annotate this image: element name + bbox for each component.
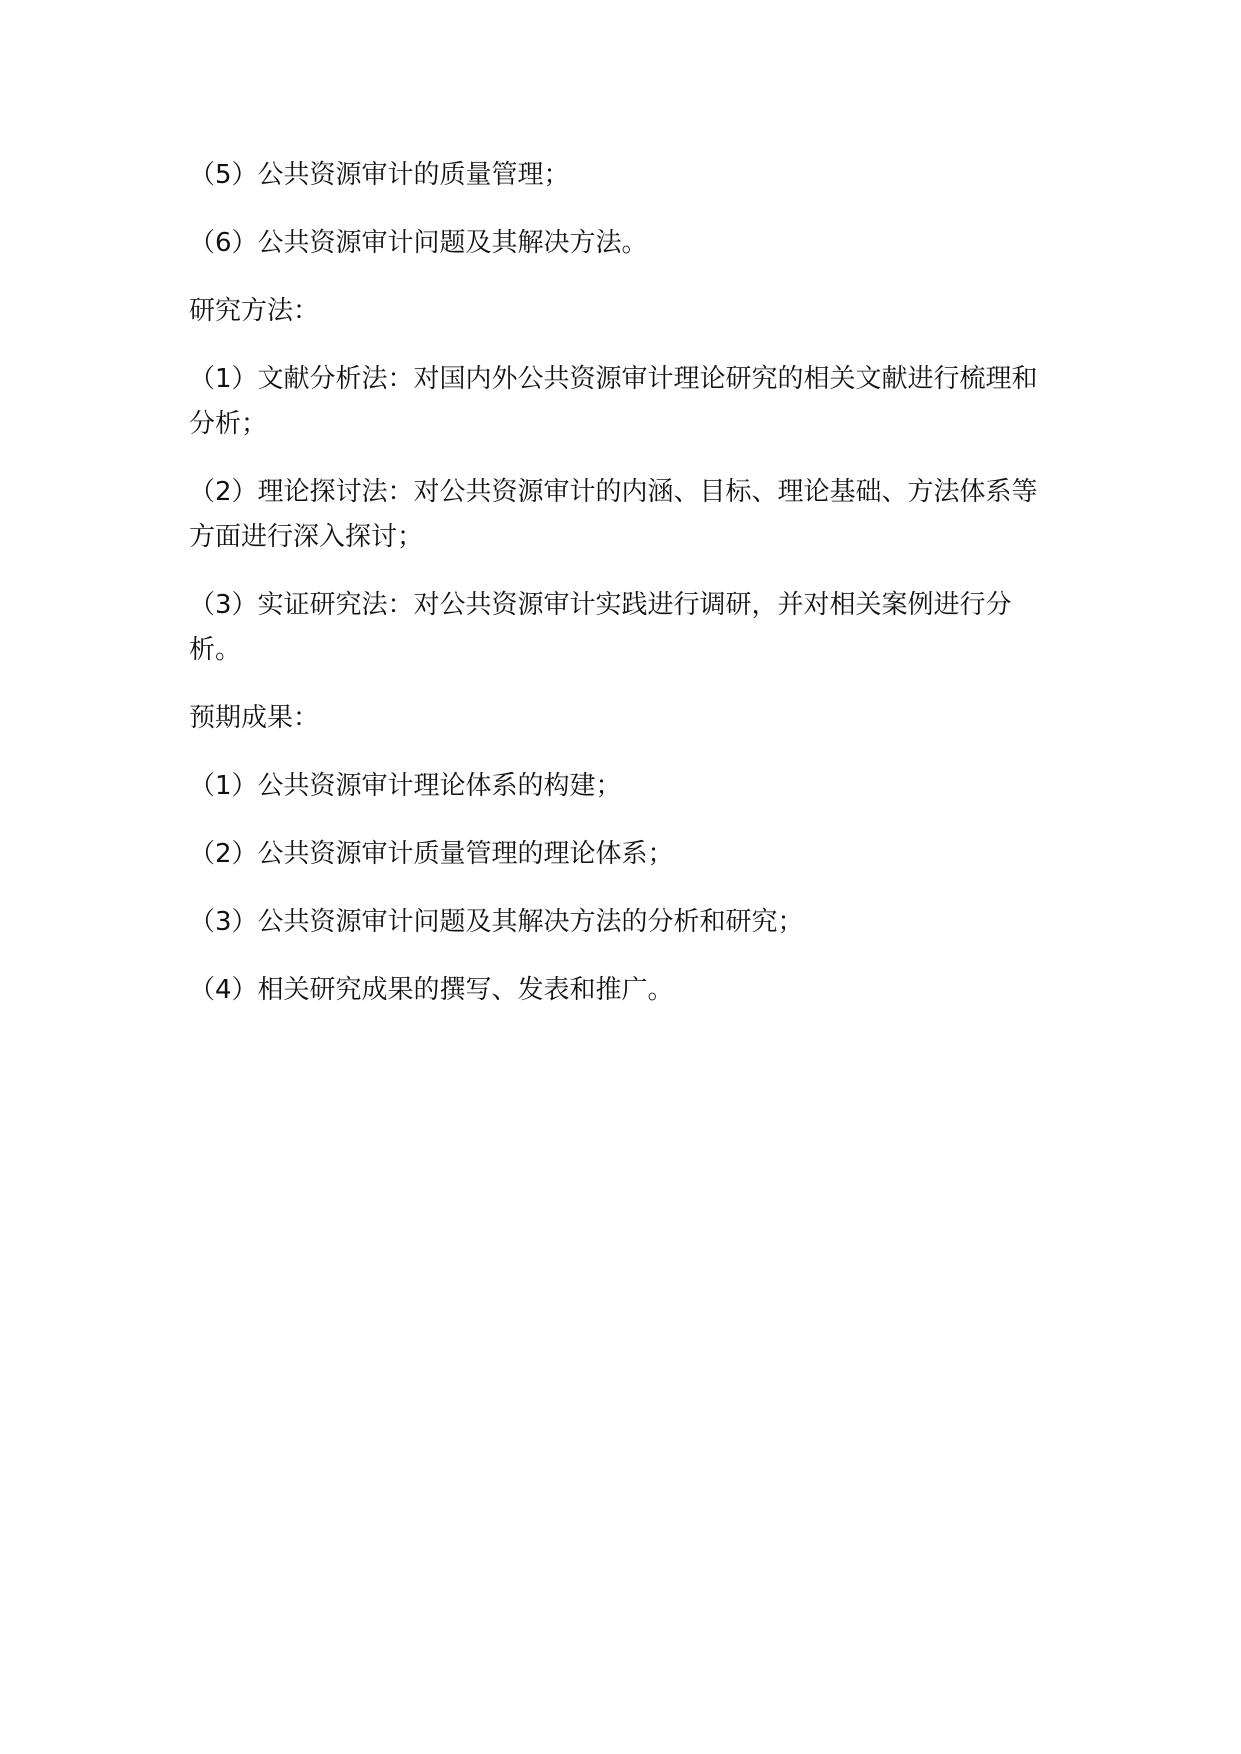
content-item-5: （5）公共资源审计的质量管理； xyxy=(189,160,570,190)
result-item-1: （1）公共资源审计理论体系的构建； xyxy=(189,771,622,801)
section-heading-research-methods: 研究方法： xyxy=(189,296,320,326)
method-item-3: （3）实证研究法：对公共资源审计实践进行调研，并对相关案例进行分析。 xyxy=(189,590,1012,665)
method-item-1: （1）文献分析法：对国内外公共资源审计理论研究的相关文献进行梳理和分析； xyxy=(189,364,1038,439)
section-heading-expected-results: 预期成果： xyxy=(189,703,320,733)
content-item-6: （6）公共资源审计问题及其解决方法。 xyxy=(189,228,648,258)
document-body xyxy=(189,153,1054,1036)
result-item-4: （4）相关研究成果的撰写、发表和推广。 xyxy=(189,975,674,1005)
result-item-2: （2）公共资源审计质量管理的理论体系； xyxy=(189,839,674,869)
method-item-2: （2）理论探讨法：对公共资源审计的内涵、目标、理论基础、方法体系等方面进行深入探讨； xyxy=(189,477,1038,552)
result-item-3: （3）公共资源审计问题及其解决方法的分析和研究； xyxy=(189,907,804,937)
